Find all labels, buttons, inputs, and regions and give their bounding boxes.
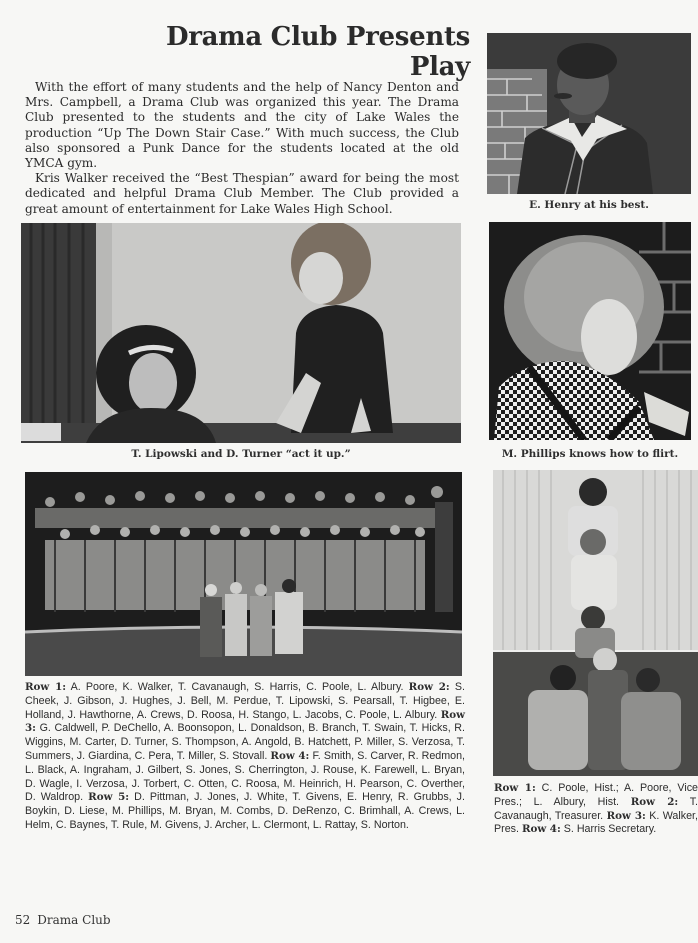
photo-henry <box>487 33 691 194</box>
roster-row-names: F. Smith, S. Carver, R. Redmon, L. Black, A. Ingraham, J. Gilbert, S. Jones, S. Cherrington, J. Rouse, K. Farewell, L. Bryan, D. Wagle, I. Verzosa, J. Torbert, C. Otten, C. Roosa, M. Heinrich, H. Pearson, C. Overther, D. Waldrop. <box>25 749 466 804</box>
roster-row-label: Row 5: <box>88 791 130 804</box>
photo-lipowski-turner <box>21 223 461 443</box>
roster-row-names: C. Poole, Hist.; A. Poore, Vice Pres.; L. Albury, Hist. <box>494 782 698 808</box>
caption-phillips: M. Phillips knows how to flirt. <box>501 448 679 460</box>
intro-paragraph: Kris Walker received the “Best Thespian” award for being the most dedicated and helpful Drama Club Member. The Club provided a great amount of entertainment for Lake Wales High School. <box>25 171 459 216</box>
group-illustration <box>25 472 462 676</box>
roster-row-names: T. Cavanaugh, Treasurer. <box>494 795 698 822</box>
roster-row-names: G. Caldwell, P. DeChello, A. Boonsopon, L. Donaldson, B. Branch, T. Swain, T. Hicks, R. Wiggins, M. Carter, D. Turner, S. Thompson, A. Angold, B. Hatchett, P. Miller, S. Verzosa, T. Summers, J. Giardina, C. Pera, T. Miller, S. Stovall. <box>25 722 465 762</box>
officers-illustration <box>493 470 698 776</box>
roster-row-label: Row 2: <box>630 795 679 808</box>
caption-lipowski-turner: T. Lipowski and D. Turner “act it up.” <box>131 448 351 460</box>
photo-phillips <box>489 222 691 440</box>
roster-row-names: K. Walker, Pres. <box>494 809 698 836</box>
page-title: Drama Club Presents Play <box>165 22 470 82</box>
section-name: Drama Club <box>37 913 111 927</box>
phillips-illustration <box>489 222 691 440</box>
henry-illustration <box>487 33 691 194</box>
roster-row-names: S. Cheek, J. Gibson, J. Hughes, J. Bell, M. Perdue, T. Lipowski, S. Pearsall, T. Higbee, E. Holland, J. Hawthorne, A. Crews, D. Roosa, H. Stango, L. Jacobs, C. Poole, L. Albury. <box>25 681 465 721</box>
intro-paragraph: With the effort of many students and the help of Nancy Denton and Mrs. Campbell, a Drama Club was organized this year. The Drama Club presented to the students and the city of Lake Wales the production “Up The Down Stair Case.” With much success, the Club also sponsored a Punk Dance for the students located at the old YMCA gym. <box>25 80 459 171</box>
roster-row-label: Row 1: <box>494 782 536 794</box>
roster-row-names: D. Pittman, J. Jones, J. White, T. Givens, E. Henry, R. Grubbs, J. Boykin, D. Liese, M. Phillips, M. Bryan, M. Combs, D. DeRenzo, C. Brimhall, A. Crews, L. Helm, C. Baynes, T. Rule, M. Givens, J. Archer, L. Clermont, L. Rattay, S. Norton. <box>25 791 465 831</box>
roster-row-names: A. Poore, K. Walker, T. Cavanaugh, S. Harris, C. Poole, L. Albury. <box>70 681 404 693</box>
page-footer <box>15 913 111 927</box>
roster-row-label: Row 1: <box>25 681 67 693</box>
officers-roster <box>494 782 698 837</box>
group-roster <box>25 681 465 833</box>
roster-row-label: Row 3: <box>25 708 465 735</box>
roster-row-label: Row 2: <box>408 681 450 693</box>
photo-group <box>25 472 462 676</box>
roster-row-names: S. Harris Secretary. <box>563 823 657 836</box>
caption-henry: E. Henry at his best. <box>529 199 649 211</box>
roster-row-label: Row 3: <box>606 809 646 822</box>
roster-row-label: Row 4: <box>521 823 561 836</box>
lipowski-turner-illustration <box>21 223 461 443</box>
photo-officers <box>493 470 698 776</box>
page-number: 52 <box>15 913 31 927</box>
intro-text <box>25 80 459 217</box>
roster-row-label: Row 4: <box>270 749 310 762</box>
